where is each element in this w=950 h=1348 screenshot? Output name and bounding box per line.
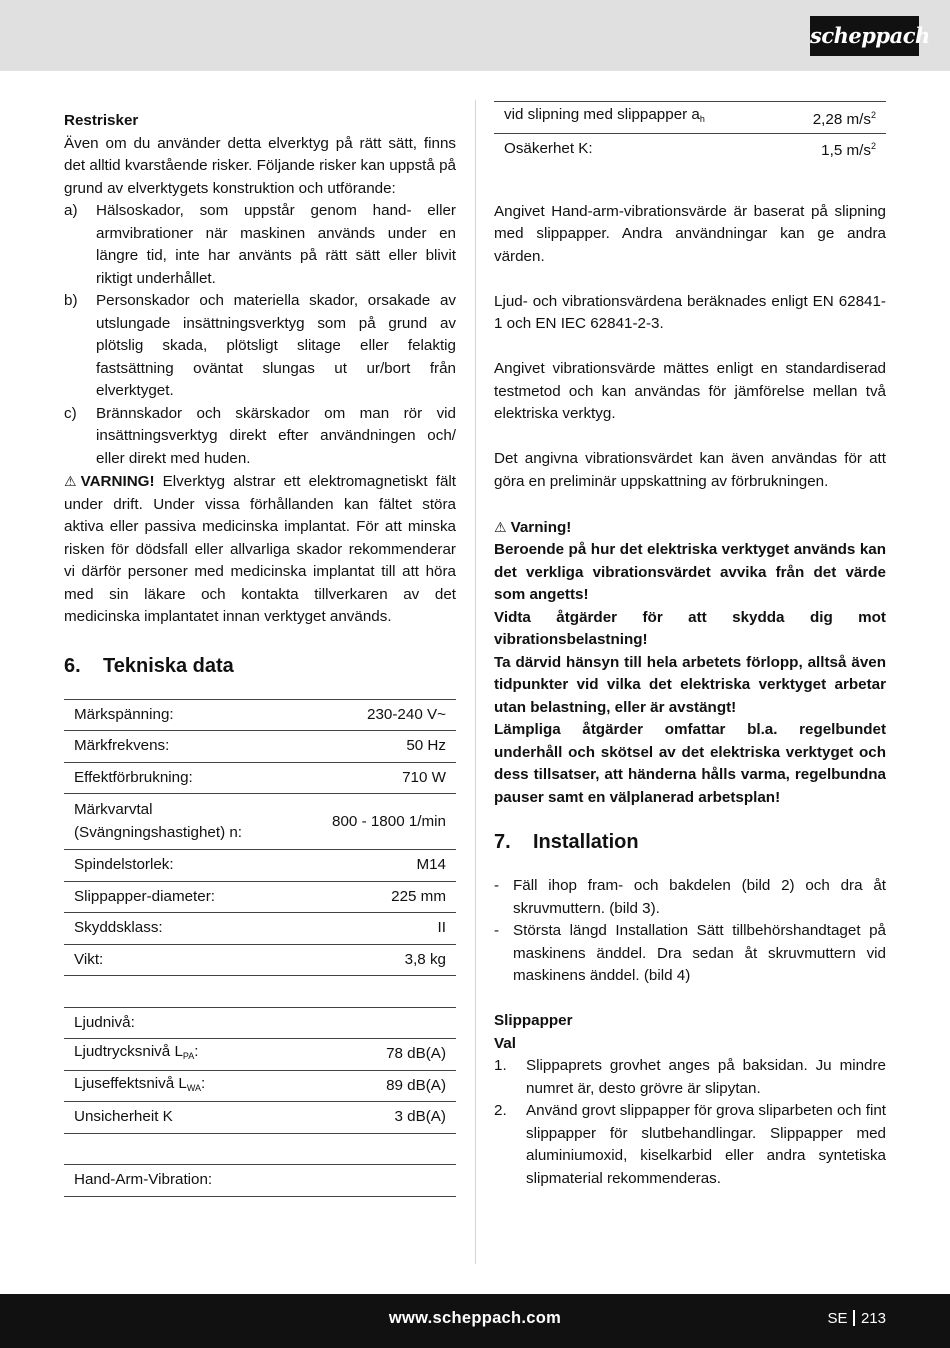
spec-value: M14 bbox=[309, 850, 456, 882]
section-number: 7. bbox=[494, 831, 511, 853]
table-row bbox=[64, 1102, 456, 1134]
page-number-value: 213 bbox=[860, 1310, 886, 1327]
vibration-table bbox=[494, 101, 886, 165]
spec-value: 800 - 1800 1/min bbox=[309, 794, 456, 850]
section-title: Tekniska data bbox=[103, 654, 234, 677]
right-column bbox=[494, 101, 886, 1190]
table-row bbox=[64, 1007, 456, 1039]
website-url: www.scheppach.com bbox=[388, 1309, 562, 1327]
table-row bbox=[494, 102, 886, 134]
page-footer bbox=[0, 1294, 950, 1348]
paragraph: Det angivna vibrationsvärdet kan även användas för att göra en preliminär uppskattning av förbrukningen. bbox=[494, 450, 886, 490]
emf-warning bbox=[64, 470, 456, 629]
section-title: Installation bbox=[533, 831, 639, 853]
warning-text: Beroende på hur det elektriska verktyget används kan det verkliga vibrationsvärdet avvika från det värde som angetts! bbox=[494, 541, 886, 603]
spec-label: Märkvarvtal (Svängningshastighet) n: bbox=[64, 794, 309, 850]
column-divider bbox=[475, 100, 476, 1264]
list-text: Brännskador och skärskador om man rör vid insättningsverktyg direkt efter användningen och/ eller direkt med huden. bbox=[96, 404, 456, 467]
spec-value: II bbox=[309, 913, 456, 945]
choice-step bbox=[494, 1100, 886, 1190]
list-text: Hälsoskador, som uppstår genom hand- eller armvibrationer när maskinen används under en längre tid, inte har använts på rätt sätt eller blivit riktigt underhållet. bbox=[96, 202, 456, 287]
list-text: Slippaprets grovhet anges på baksidan. Ju mindre numret är, desto grövre är slipytan. bbox=[526, 1057, 886, 1097]
install-step bbox=[494, 875, 886, 920]
spec-label: Märkfrekvens: bbox=[64, 731, 309, 763]
table-row bbox=[494, 133, 886, 165]
paragraph: Angivet vibrationsvärde mättes enligt en standardiserad testmetod och kan användas för jämförelse mellan två elektriska verktyg. bbox=[494, 360, 886, 422]
technical-data-table bbox=[64, 699, 456, 1197]
spec-label: Vikt: bbox=[64, 944, 309, 976]
table-row bbox=[64, 881, 456, 913]
risk-item-a bbox=[64, 200, 456, 290]
spec-value: 230-240 V~ bbox=[309, 699, 456, 731]
spec-value: 225 mm bbox=[309, 881, 456, 913]
table-row bbox=[64, 850, 456, 882]
list-marker: 1. bbox=[494, 1057, 507, 1074]
spec-label: Skyddsklass: bbox=[64, 913, 309, 945]
list-text: Använd grovt slippapper för grova sliparbeten och fint slippapper för slutbehandlingar. Slippapper med aluminiumoxid, kiselkarbid eller andra syntetiska slipmaterial rekommenderas. bbox=[526, 1102, 886, 1187]
section-heading-technical-data bbox=[64, 653, 456, 679]
noise-value: 89 dB(A) bbox=[309, 1070, 456, 1102]
list-marker: b) bbox=[64, 292, 78, 309]
risks-intro: Även om du använder detta elverktyg på rätt sätt, finns det alltid kvarstående risker. Följande risker kan uppstå på grund av elverktygets konstruktion och utförande: bbox=[64, 134, 456, 197]
spec-value: 50 Hz bbox=[309, 731, 456, 763]
noise-value: 78 dB(A) bbox=[309, 1039, 456, 1071]
vibration-value: 2,28 $m/s^2$ bbox=[779, 102, 886, 134]
language-code: SE bbox=[827, 1310, 848, 1327]
noise-value: 3 dB(A) bbox=[309, 1102, 456, 1134]
list-text: Personskador och materiella skador, orsakade av utslungade insättningsverktyg som på grund av plötslig skada, plötsligt slitage eller felaktig fastsättning oväntat slungas ut ur/bort från elverktyget. bbox=[96, 292, 456, 399]
table-row bbox=[64, 913, 456, 945]
noise-label: Unsicherheit K bbox=[64, 1102, 309, 1134]
list-text: Största längd Installation Sätt tillbehörshandtaget på maskinens änddel. Dra sedan åt skruvmuttern vid maskinens änddel. (bild 4) bbox=[513, 922, 886, 984]
table-row bbox=[64, 762, 456, 794]
paragraph: Angivet Hand-arm-vibrationsvärde är baserat på slipning med slippapper. Andra användningar kan ge andra värden. bbox=[494, 202, 886, 265]
page-number bbox=[827, 1310, 886, 1327]
list-marker: - bbox=[494, 922, 500, 939]
warning-text: Elverktyg alstrar ett elektromagnetiskt fält under drift. Under vissa förhållanden kan fältet störa aktiva eller passiva medicinska implantat. För att minska risken för dödsfall eller allvarliga skador rekommenderar vi därför personer med medicinska implantat till att höra med sin läkare och kontakta tillverkaren av det medicinska implantatet innan verktyget används. bbox=[64, 473, 456, 625]
section-heading-installation bbox=[494, 829, 886, 855]
noise-label: Ljudtrycksnivå $L_{PA}$: bbox=[64, 1039, 309, 1071]
table-row bbox=[64, 1070, 456, 1102]
vibration-warning-title: ⚠ Varning! bbox=[494, 516, 886, 540]
warning-text: Ta därvid hänsyn till hela arbetets förlopp, alltså även tidpunkter vid vilka det elektriska verktyget arbetar utan belastning, eller är avstängt! bbox=[494, 653, 886, 716]
table-row bbox=[64, 731, 456, 763]
list-marker: c) bbox=[64, 404, 77, 422]
list-marker: - bbox=[494, 877, 500, 894]
risk-item-c bbox=[64, 403, 456, 471]
spec-label: Märkspänning: bbox=[64, 699, 309, 731]
spec-label: Effektförbrukning: bbox=[64, 762, 309, 794]
noise-heading: Ljudnivå: bbox=[64, 1007, 456, 1039]
sandpaper-heading: Slippapper bbox=[494, 1012, 573, 1029]
warning-label: VARNING! bbox=[80, 473, 155, 490]
warning-triangle-icon: ⚠ bbox=[494, 518, 507, 535]
scheppach-logo: scheppach bbox=[810, 16, 919, 56]
table-spacer-row bbox=[64, 1133, 456, 1165]
spec-label: Slippapper-diameter: bbox=[64, 881, 309, 913]
table-spacer-row bbox=[64, 976, 456, 1008]
spec-label: Spindelstorlek: bbox=[64, 850, 309, 882]
list-marker: 2. bbox=[494, 1102, 507, 1119]
paragraph: Ljud- och vibrationsvärdena beräknades enligt EN 62841-1 och EN IEC 62841-2-3. bbox=[494, 292, 886, 332]
vibration-label: vid slipning med slippapper $a_h$ bbox=[494, 102, 779, 134]
table-row bbox=[64, 944, 456, 976]
separator-bar bbox=[853, 1310, 855, 1326]
warning-triangle-icon: ⚠ bbox=[64, 473, 77, 489]
risks-heading: Restrisker bbox=[64, 112, 139, 129]
page-header bbox=[0, 0, 950, 71]
choice-step bbox=[494, 1055, 886, 1100]
table-row bbox=[64, 794, 456, 850]
noise-label: Ljuseffektsnivå $L_{WA}$: bbox=[64, 1070, 309, 1102]
table-row bbox=[64, 1039, 456, 1071]
spec-value: 3,8 kg bbox=[309, 944, 456, 976]
choice-heading: Val bbox=[494, 1034, 516, 1052]
vibration-label: Osäkerhet K: bbox=[504, 139, 593, 157]
vibration-heading: Hand-Arm-Vibration: bbox=[64, 1165, 456, 1197]
left-column bbox=[64, 110, 456, 1197]
vibration-value: 1,5 $m/s^2$ bbox=[821, 141, 876, 160]
warning-text: Lämpliga åtgärder omfattar bl.a. regelbundet underhåll och skötsel av det elektriska verktyget och dess tillsatser, att händerna hålls varma, regelbundna pauser samt en välplanerad arbetsplan! bbox=[494, 721, 886, 806]
table-row bbox=[64, 1165, 456, 1197]
install-step bbox=[494, 920, 886, 988]
list-marker: a) bbox=[64, 202, 78, 219]
spec-value: 710 W bbox=[309, 762, 456, 794]
table-row bbox=[64, 699, 456, 731]
list-text: Fäll ihop fram- och bakdelen (bild 2) och dra åt skruvmuttern. (bild 3). bbox=[513, 877, 886, 917]
warning-text: Vidta åtgärder för att skydda dig mot vibrationsbelastning! bbox=[494, 608, 886, 648]
risk-item-b bbox=[64, 290, 456, 403]
section-number: 6. bbox=[64, 654, 81, 677]
